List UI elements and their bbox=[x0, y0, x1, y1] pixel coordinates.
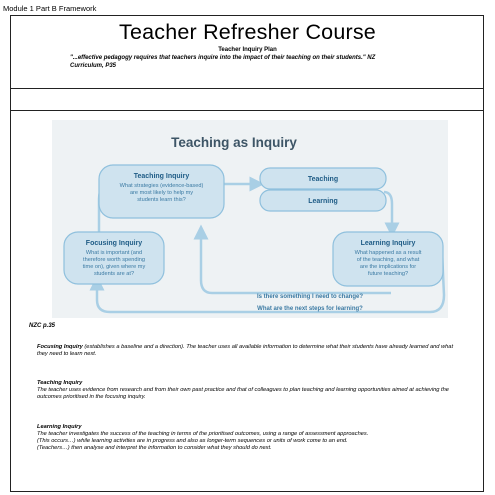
teaching-inquiry-heading: Teaching Inquiry bbox=[133, 173, 190, 180]
page-title: Teacher Refresher Course bbox=[119, 20, 376, 44]
focusing-inquiry-heading: Focusing Inquiry bbox=[85, 240, 143, 247]
focusing-inquiry-line: students are at? bbox=[93, 271, 135, 277]
question-change: Is there something I need to change? bbox=[256, 294, 364, 300]
curriculum-quote: "...effective pedagogy requires that teachers inquire into the impact of their teaching on their students." NZ Curriculum, P35 bbox=[70, 55, 376, 69]
learning-inquiry-text-1: The teacher investigates the success of the teaching in terms of the prioritised outcomes, using a range of assessment approaches. bbox=[37, 431, 369, 437]
teaching-inquiry-line: are most likely to help my bbox=[129, 190, 194, 196]
focusing-inquiry-line: time on), given where my bbox=[82, 264, 146, 270]
focusing-inquiry-line: therefore worth spending bbox=[83, 257, 145, 263]
learning-inquiry-line: are the implications for bbox=[359, 264, 417, 270]
focusing-inquiry-line: What is important (and bbox=[85, 250, 143, 256]
divider-top bbox=[10, 88, 484, 89]
question-next-steps: What are the next steps for learning? bbox=[257, 306, 363, 312]
paragraph-focusing-inquiry bbox=[37, 344, 457, 358]
teaching-inquiry-line: What strategies (evidence-based) bbox=[119, 183, 204, 189]
learning-inquiry-line: What happened as a result bbox=[354, 250, 422, 256]
focusing-inquiry-lead: Focusing Inquiry bbox=[37, 344, 83, 350]
learning-inquiry-heading: Learning Inquiry bbox=[360, 240, 416, 247]
focusing-inquiry-text: (establishes a baseline and a direction). The teacher uses all available information to determine what their students have already learned and what they need to learn next. bbox=[37, 344, 454, 357]
teaching-inquiry-text: The teacher uses evidence from research and from their own past practice and that of colleagues to plan teaching and learning opportunities aimed at achieving the outcomes prioritised in the focusing inquiry. bbox=[37, 387, 449, 400]
learning-box-label: Learning bbox=[308, 198, 338, 205]
learning-inquiry-text-2: (This occurs…) while learning activities are in progress and also as longer-term sequences or units of work come to an end. bbox=[37, 438, 348, 444]
teaching-inquiry-subheading: Teaching Inquiry bbox=[37, 380, 83, 386]
learning-inquiry-subheading: Learning Inquiry bbox=[37, 424, 82, 430]
teaching-box-label: Teaching bbox=[307, 176, 339, 183]
paragraph-teaching-inquiry bbox=[37, 380, 457, 401]
learning-inquiry-line: future teaching? bbox=[367, 271, 409, 277]
page-subtitle: Teacher Inquiry Plan bbox=[218, 47, 277, 53]
document-header-label: Module 1 Part B Framework bbox=[3, 4, 97, 13]
teaching-inquiry-line: students learn this? bbox=[137, 197, 186, 203]
paragraph-learning-inquiry bbox=[37, 424, 457, 452]
diagram-title: Teaching as Inquiry bbox=[171, 135, 297, 150]
learning-inquiry-text-3: (Teachers…) then analyse and interpret the information to consider what they should do next. bbox=[37, 445, 272, 451]
teaching-as-inquiry-diagram bbox=[52, 120, 448, 318]
divider-middle bbox=[10, 110, 484, 111]
learning-inquiry-line: of the teaching, and what bbox=[356, 257, 420, 263]
figure-caption: NZC p.35 bbox=[29, 323, 56, 329]
